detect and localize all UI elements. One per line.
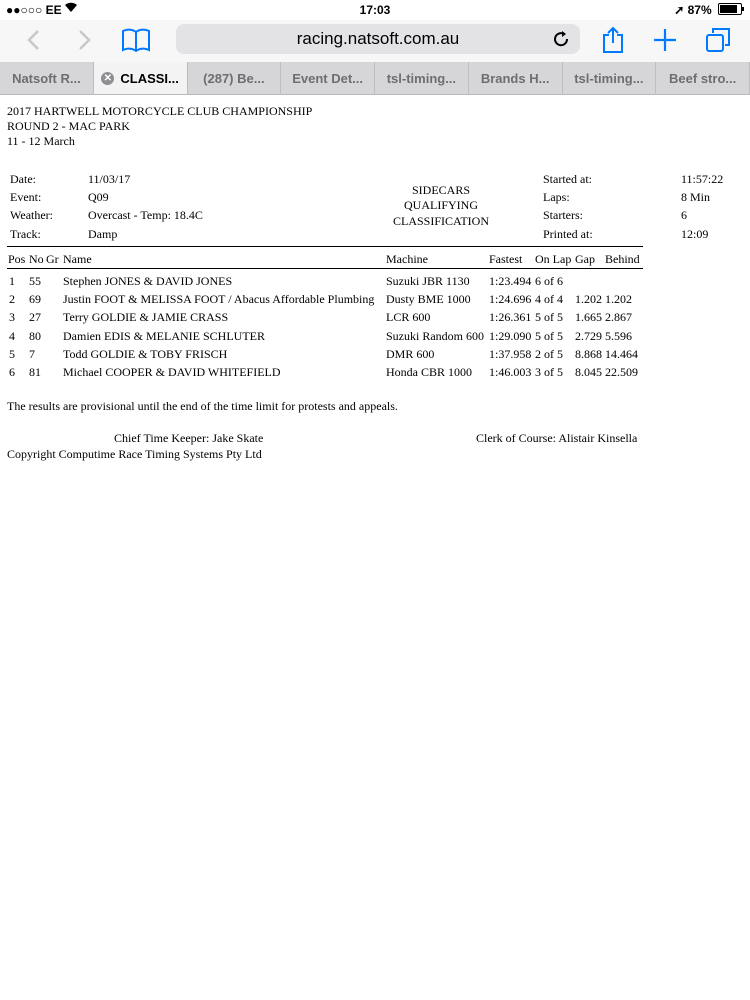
reload-icon (552, 30, 570, 48)
row-fastest: 1:23.494 (489, 274, 532, 288)
row-machine: Suzuki JBR 1130 (386, 274, 470, 288)
col-gap: Gap (575, 252, 595, 266)
championship-title: 2017 HARTWELL MOTORCYCLE CLUB CHAMPIONSHIP (7, 104, 313, 118)
row-behind: 22.509 (605, 365, 638, 379)
reload-button[interactable] (552, 30, 570, 53)
row-machine: Dusty BME 1000 (386, 292, 471, 306)
col-machine: Machine (386, 252, 428, 266)
weather-value: Overcast - Temp: 18.4C (88, 208, 203, 222)
tab-brands-hatch[interactable]: Brands H... (469, 62, 563, 94)
row-onlap: 5 of 5 (535, 310, 563, 324)
book-icon (121, 28, 151, 52)
row-onlap: 4 of 4 (535, 292, 563, 306)
table-header-divider (7, 268, 643, 269)
address-bar[interactable] (176, 24, 580, 54)
row-pos: 1 (9, 274, 15, 288)
row-fastest: 1:46.003 (489, 365, 532, 379)
tab-classification[interactable]: ✕ CLASSI... (94, 62, 188, 94)
provisional-note: The results are provisional until the end of the time limit for protests and appeals. (7, 399, 398, 413)
row-fastest: 1:29.090 (489, 329, 532, 343)
row-gap: 8.868 (575, 347, 602, 361)
row-pos: 2 (9, 292, 15, 306)
tab-tsl-timing-2[interactable]: tsl-timing... (563, 62, 657, 94)
status-right (674, 3, 742, 17)
row-behind: 5.596 (605, 329, 632, 343)
col-name: Name (63, 252, 92, 266)
tab-strip (0, 62, 750, 95)
clerk-of-course: Clerk of Course: Alistair Kinsella (476, 431, 638, 445)
battery-percent: 87% (687, 3, 712, 17)
url-text: racing.natsoft.com.au (296, 29, 460, 48)
col-no: No (29, 252, 44, 266)
row-machine: Suzuki Random 600 (386, 329, 484, 343)
col-fastest: Fastest (489, 252, 523, 266)
carrier-signal: ●●○○○ EE (6, 3, 62, 17)
row-no: 69 (29, 292, 41, 306)
copyright: Copyright Computime Race Timing Systems Pty Ltd (7, 447, 262, 461)
row-pos: 4 (9, 329, 15, 343)
event-label: Event: (10, 190, 42, 204)
chevron-left-icon (26, 29, 40, 51)
class-line-2: QUALIFYING (404, 198, 478, 212)
tabs-overview-button[interactable] (703, 25, 733, 55)
starters-value: 6 (681, 208, 687, 222)
share-button[interactable] (598, 25, 628, 55)
row-no: 27 (29, 310, 41, 324)
event-value: Q09 (88, 190, 109, 204)
round-title: ROUND 2 - MAC PARK (7, 119, 130, 133)
row-machine: DMR 600 (386, 347, 435, 361)
track-value: Damp (88, 227, 118, 241)
col-behind: Behind (605, 252, 640, 266)
bookmarks-button[interactable] (121, 25, 151, 55)
started-value: 11:57:22 (681, 172, 724, 186)
printed-value: 12:09 (681, 227, 709, 241)
row-name: Damien EDIS & MELANIE SCHLUTER (63, 329, 265, 343)
chief-timekeeper: Chief Time Keeper: Jake Skate (114, 431, 264, 445)
row-no: 55 (29, 274, 41, 288)
row-onlap: 2 of 5 (535, 347, 563, 361)
location-arrow-icon: ➚ (674, 3, 685, 17)
status-time: 17:03 (359, 3, 391, 17)
date-range: 11 - 12 March (7, 134, 75, 148)
tab-beef-stroganoff[interactable]: Beef stro... (656, 62, 750, 94)
row-name: Stephen JONES & DAVID JONES (63, 274, 233, 288)
row-no: 80 (29, 329, 41, 343)
row-name: Todd GOLDIE & TOBY FRISCH (63, 347, 228, 361)
header-divider (7, 246, 643, 247)
status-bar (0, 0, 750, 20)
date-value: 11/03/17 (88, 172, 131, 186)
col-gr: Gr (46, 252, 59, 266)
col-pos: Pos (8, 252, 26, 266)
row-pos: 5 (9, 347, 15, 361)
share-icon (602, 26, 624, 54)
row-behind: 14.464 (605, 347, 638, 361)
row-fastest: 1:26.361 (489, 310, 532, 324)
tabs-icon (705, 27, 731, 53)
row-name: Terry GOLDIE & JAMIE CRASS (63, 310, 229, 324)
row-pos: 6 (9, 365, 15, 379)
started-label: Started at: (543, 172, 592, 186)
chevron-right-icon (78, 29, 92, 51)
forward-button[interactable] (70, 25, 100, 55)
row-onlap: 3 of 5 (535, 365, 563, 379)
row-gap: 8.045 (575, 365, 602, 379)
row-name: Michael COOPER & DAVID WHITEFIELD (63, 365, 281, 379)
browser-toolbar (0, 20, 750, 62)
col-onlap: On Lap (535, 252, 572, 266)
row-pos: 3 (9, 310, 15, 324)
plus-icon (653, 28, 677, 52)
weather-label: Weather: (10, 208, 54, 222)
printed-label: Printed at: (543, 227, 593, 241)
track-label: Track: (10, 227, 41, 241)
tab-youtube[interactable]: (287) Be... (188, 62, 282, 94)
row-onlap: 5 of 5 (535, 329, 563, 343)
tab-event-details[interactable]: Event Det... (281, 62, 375, 94)
back-button[interactable] (18, 25, 48, 55)
new-tab-button[interactable] (650, 25, 680, 55)
row-name: Justin FOOT & MELISSA FOOT / Abacus Affordable Plumbing (63, 292, 375, 306)
row-no: 7 (29, 347, 35, 361)
row-gap: 1.202 (575, 292, 602, 306)
row-machine: LCR 600 (386, 310, 431, 324)
date-label: Date: (10, 172, 36, 186)
row-no: 81 (29, 365, 41, 379)
row-gap: 2.729 (575, 329, 602, 343)
starters-label: Starters: (543, 208, 583, 222)
row-onlap: 6 of 6 (535, 274, 563, 288)
row-machine: Honda CBR 1000 (386, 365, 473, 379)
battery-icon (718, 3, 742, 15)
class-line-3: CLASSIFICATION (392, 214, 489, 228)
close-tab-icon[interactable]: ✕ (101, 72, 114, 85)
row-behind: 2.867 (605, 310, 632, 324)
row-gap: 1.665 (575, 310, 602, 324)
row-behind: 1.202 (605, 292, 632, 306)
tab-tsl-timing-1[interactable]: tsl-timing... (375, 62, 469, 94)
row-fastest: 1:37.958 (489, 347, 532, 361)
laps-label: Laps: (543, 190, 570, 204)
row-fastest: 1:24.696 (489, 292, 532, 306)
tab-natsoft[interactable]: Natsoft R... (0, 62, 94, 94)
laps-value: 8 Min (681, 190, 711, 204)
class-line-1: SIDECARS (411, 183, 470, 197)
